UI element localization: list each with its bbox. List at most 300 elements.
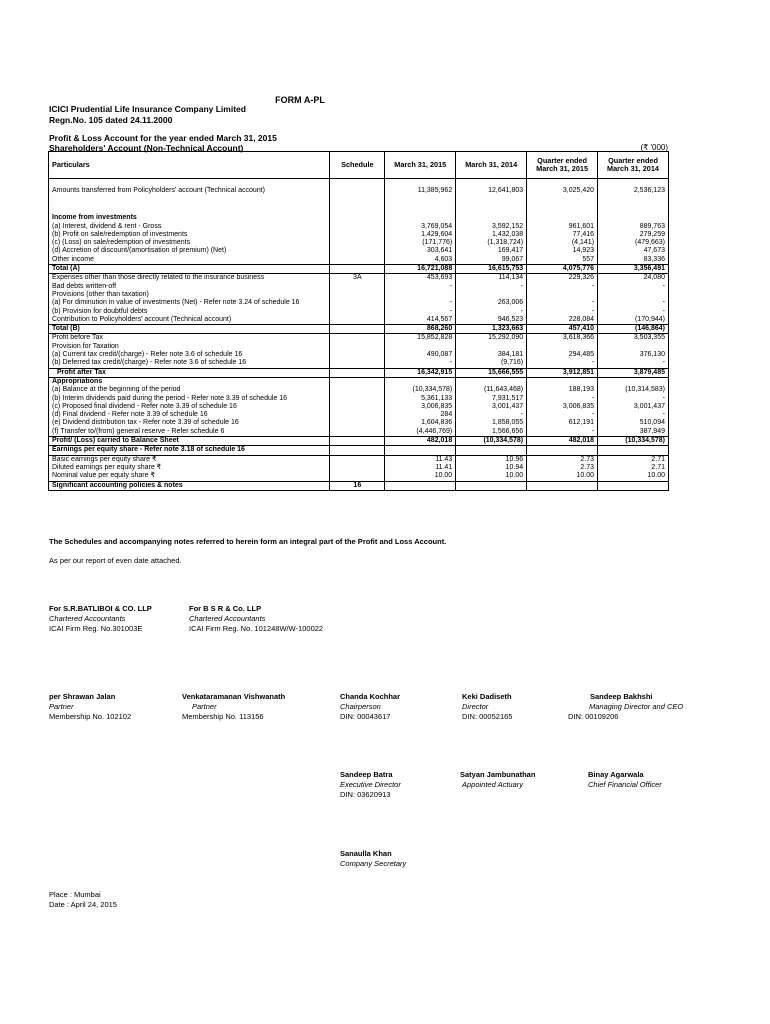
fy2015-cell	[385, 291, 456, 299]
schedule-cell	[330, 231, 385, 239]
particulars-cell: Other income	[49, 256, 330, 265]
column-header-schedule: Schedule	[330, 152, 385, 179]
q2015-cell	[527, 481, 598, 490]
statement-title: Profit & Loss Account for the year ended March 31, 2015	[49, 133, 277, 143]
schedule-cell	[330, 343, 385, 351]
fy2015-cell: 490,087	[385, 351, 456, 359]
signatory-id: DIN: 00052165	[462, 712, 513, 721]
fy2014-cell: 10.96	[456, 455, 527, 464]
q2015-cell	[527, 214, 598, 222]
fy2014-cell: 3,001,437	[456, 403, 527, 411]
signatory-title: Chairperson	[340, 702, 381, 711]
q2015-cell: 457,410	[527, 325, 598, 334]
schedule-cell	[330, 265, 385, 274]
particulars-cell: (a) Current tax credit/(charge) - Refer note 3.6 of schedule 16	[49, 351, 330, 359]
signatory-title: Company Secretary	[340, 859, 407, 868]
q2015-cell: 3,006,835	[527, 403, 598, 411]
fy2014-cell: 7,931,517	[456, 395, 527, 403]
statement-subtitle: Shareholders' Account (Non-Technical Account)	[49, 143, 244, 153]
q2015-cell	[527, 377, 598, 386]
q2014-cell	[598, 214, 669, 222]
particulars-cell: (f) Transfer to/(from) general reserve - Refer schedule 6	[49, 428, 330, 437]
fy2014-cell: 1,566,656	[456, 428, 527, 437]
q2014-cell: 2.71	[598, 455, 669, 464]
signatory-block	[340, 849, 406, 869]
auditor-role: Chartered Accountants	[49, 614, 126, 623]
spacer-cell	[527, 179, 598, 188]
table-row	[49, 403, 669, 411]
table-row	[49, 472, 669, 481]
table-row	[49, 308, 669, 316]
table-row	[49, 351, 669, 359]
spacer-cell	[330, 179, 385, 188]
schedule-cell	[330, 472, 385, 481]
fy2014-cell: -	[456, 411, 527, 419]
signatory-block	[340, 692, 400, 722]
table-row	[49, 223, 669, 231]
particulars-cell: Total (A)	[49, 265, 330, 274]
table-header-row	[49, 152, 669, 179]
table-row	[49, 334, 669, 343]
q2014-cell: 387,949	[598, 428, 669, 437]
particulars-cell: Profit after Tax	[49, 368, 330, 377]
schedule-cell	[330, 411, 385, 419]
schedule-cell	[330, 291, 385, 299]
spacer-cell	[456, 203, 527, 214]
fy2014-cell: 169,417	[456, 247, 527, 255]
q2015-cell: 228,084	[527, 316, 598, 325]
table-row	[49, 283, 669, 291]
q2014-cell: -	[598, 359, 669, 368]
schedule-cell	[330, 316, 385, 325]
fy2015-cell: -	[385, 359, 456, 368]
spacer-cell	[527, 203, 598, 214]
schedule-cell	[330, 395, 385, 403]
fy2014-cell: 15,292,090	[456, 334, 527, 343]
signatory-name: Sanaulla Khan	[340, 849, 392, 858]
fy2014-cell: 1,432,038	[456, 231, 527, 239]
schedule-cell	[330, 214, 385, 222]
q2015-cell: -	[527, 299, 598, 307]
q2014-cell	[598, 343, 669, 351]
signatory-name: Sandeep Batra	[340, 770, 393, 779]
table-row	[49, 446, 669, 455]
report-note: As per our report of even date attached.	[49, 556, 182, 565]
auditor-reg: ICAI Firm Reg. No.301003E	[49, 624, 143, 633]
fy2015-cell: 1,429,604	[385, 231, 456, 239]
q2014-cell: 3,356,491	[598, 265, 669, 274]
fy2014-cell	[456, 481, 527, 490]
signatory-id: Membership No. 102102	[49, 712, 132, 721]
fy2015-cell	[385, 481, 456, 490]
signatory-name: Venkataramanan Vishwanath	[182, 692, 286, 701]
signatory-name: Sandeep Bakhshi	[590, 692, 653, 701]
schedules-note: The Schedules and accompanying notes referred to herein form an integral part of the Profit and Loss Account.	[49, 537, 447, 546]
fy2015-cell: 868,260	[385, 325, 456, 334]
q2014-cell: 510,094	[598, 419, 669, 427]
q2015-cell	[527, 343, 598, 351]
table-row	[49, 231, 669, 239]
particulars-cell: Basic earnings per equity share ₹	[49, 455, 330, 464]
q2015-cell: (4,141)	[527, 239, 598, 247]
particulars-cell: (e) Dividend distribution tax - Refer note 3.39 of schedule 16	[49, 419, 330, 427]
signatory-title: Partner	[49, 702, 74, 711]
spacer-cell	[456, 195, 527, 203]
spacer-cell	[330, 195, 385, 203]
spacer-cell	[49, 203, 330, 214]
q2014-cell: (479,663)	[598, 239, 669, 247]
fy2015-cell: 10.00	[385, 472, 456, 481]
particulars-cell: Nominal value per equity share ₹	[49, 472, 330, 481]
schedule-cell	[330, 223, 385, 231]
fy2015-cell: -	[385, 283, 456, 291]
q2015-cell: 294,485	[527, 351, 598, 359]
particulars-cell: (b) Deferred tax credit/(charge) - Refer note 3.6 of schedule 16	[49, 359, 330, 368]
q2014-cell: 3,001,437	[598, 403, 669, 411]
table-row	[49, 386, 669, 394]
q2014-cell	[598, 481, 669, 490]
signatory-title: Partner	[192, 702, 217, 711]
particulars-cell: Total (B)	[49, 325, 330, 334]
q2014-cell: 83,336	[598, 256, 669, 265]
schedule-cell	[330, 446, 385, 455]
table-row	[49, 368, 669, 377]
q2014-cell: 3,879,485	[598, 368, 669, 377]
q2014-cell: 3,503,355	[598, 334, 669, 343]
schedule-cell	[330, 377, 385, 386]
spacer-row	[49, 203, 669, 214]
table-row	[49, 455, 669, 464]
fy2014-cell: 114,134	[456, 274, 527, 283]
particulars-cell: Expenses other than those directly related to the insurance business	[49, 274, 330, 283]
fy2014-cell: 1,858,055	[456, 419, 527, 427]
fy2015-cell: 3,769,054	[385, 223, 456, 231]
spacer-cell	[330, 203, 385, 214]
fy2014-cell: 15,666,555	[456, 368, 527, 377]
schedule-cell	[330, 299, 385, 307]
fy2014-cell: 263,006	[456, 299, 527, 307]
spacer-row	[49, 179, 669, 188]
particulars-cell: Profit before Tax	[49, 334, 330, 343]
fy2015-cell: 11,385,962	[385, 187, 456, 195]
auditor-reg: ICAI Firm Reg. No. 101248W/W-100022	[189, 624, 324, 633]
fy2015-cell	[385, 377, 456, 386]
schedule-cell	[330, 187, 385, 195]
q2014-cell: 2.71	[598, 464, 669, 472]
q2015-cell	[527, 446, 598, 455]
q2014-cell	[598, 446, 669, 455]
schedule-cell: 3A	[330, 274, 385, 283]
q2015-cell: 14,923	[527, 247, 598, 255]
fy2014-cell: 99,067	[456, 256, 527, 265]
company-name: ICICI Prudential Life Insurance Company Limited	[49, 104, 246, 114]
schedule-cell	[330, 239, 385, 247]
q2015-cell	[527, 291, 598, 299]
q2014-cell: 47,673	[598, 247, 669, 255]
fy2015-cell	[385, 214, 456, 222]
q2015-cell: 10.00	[527, 472, 598, 481]
signatory-name: per Shrawan Jalan	[49, 692, 116, 701]
signatory-block	[182, 692, 285, 722]
registration-number: Regn.No. 105 dated 24.11.2000	[49, 115, 173, 125]
auditor-block-2	[189, 604, 323, 634]
fy2014-cell: 3,592,152	[456, 223, 527, 231]
table-row	[49, 428, 669, 437]
fy2015-cell: 16,721,088	[385, 265, 456, 274]
table-row	[49, 325, 669, 334]
q2015-cell: -	[527, 395, 598, 403]
particulars-cell: Diluted earnings per equity share ₹	[49, 464, 330, 472]
fy2014-cell: (10,334,578)	[456, 437, 527, 446]
particulars-cell: Significant accounting policies & notes	[49, 481, 330, 490]
table-row	[49, 437, 669, 446]
schedule-cell	[330, 437, 385, 446]
schedule-cell	[330, 256, 385, 265]
particulars-cell: (c) Proposed final dividend - Refer note 3.39 of schedule 16	[49, 403, 330, 411]
spacer-cell	[385, 195, 456, 203]
fy2015-cell	[385, 446, 456, 455]
table-row	[49, 464, 669, 472]
spacer-cell	[49, 195, 330, 203]
table-row	[49, 419, 669, 427]
signatory-block	[462, 692, 512, 722]
q2014-cell	[598, 377, 669, 386]
spacer-cell	[49, 179, 330, 188]
fy2015-cell: 15,852,828	[385, 334, 456, 343]
form-title: FORM A-PL	[275, 95, 325, 105]
q2015-cell: -	[527, 359, 598, 368]
q2015-cell: 4,075,776	[527, 265, 598, 274]
spacer-cell	[598, 179, 669, 188]
q2015-cell: 482,018	[527, 437, 598, 446]
fy2014-cell: 16,615,753	[456, 265, 527, 274]
spacer-cell	[598, 203, 669, 214]
schedule-cell	[330, 403, 385, 411]
particulars-cell: (d) Final dividend - Refer note 3.39 of schedule 16	[49, 411, 330, 419]
fy2014-cell	[456, 377, 527, 386]
fy2014-cell	[456, 446, 527, 455]
q2014-cell: 2,536,123	[598, 187, 669, 195]
table-row	[49, 299, 669, 307]
fy2014-cell: -	[456, 308, 527, 316]
table-row	[49, 187, 669, 195]
q2015-cell: 3,912,851	[527, 368, 598, 377]
q2014-cell: (10,334,578)	[598, 437, 669, 446]
schedule-cell	[330, 308, 385, 316]
units-label: (₹ '000)	[640, 143, 668, 152]
fy2015-cell: (10,334,578)	[385, 386, 456, 394]
fy2015-cell: 482,018	[385, 437, 456, 446]
schedule-cell	[330, 464, 385, 472]
fy2015-cell	[385, 343, 456, 351]
fy2015-cell: -	[385, 299, 456, 307]
fy2015-cell: 5,361,133	[385, 395, 456, 403]
schedule-cell	[330, 334, 385, 343]
q2015-cell: 188,193	[527, 386, 598, 394]
fy2014-cell	[456, 214, 527, 222]
signatory-block	[568, 692, 683, 722]
fy2014-cell: 10.00	[456, 472, 527, 481]
fy2014-cell: (1,318,724)	[456, 239, 527, 247]
particulars-cell: Income from investments	[49, 214, 330, 222]
q2015-cell: 961,601	[527, 223, 598, 231]
signatory-id: DIN: 00109206	[568, 712, 619, 721]
signatory-name: Binay Agarwala	[588, 770, 644, 779]
column-header-fy2014: March 31, 2014	[456, 152, 527, 179]
fy2015-cell: 303,641	[385, 247, 456, 255]
particulars-cell: (b) Profit on sale/redemption of investments	[49, 231, 330, 239]
q2014-cell: 10.00	[598, 472, 669, 481]
q2015-cell: 2.73	[527, 455, 598, 464]
table-row	[49, 291, 669, 299]
fy2014-cell: -	[456, 283, 527, 291]
q2014-cell: -	[598, 299, 669, 307]
q2015-cell: 612,191	[527, 419, 598, 427]
signatory-name: Satyan Jambunathan	[460, 770, 536, 779]
q2014-cell: -	[598, 308, 669, 316]
q2014-cell: 24,080	[598, 274, 669, 283]
signatory-block	[588, 770, 662, 790]
auditor-firm: For S.R.BATLIBOI & CO. LLP	[49, 604, 152, 613]
signatory-title: Appointed Actuary	[462, 780, 524, 789]
q2014-cell: (170,944)	[598, 316, 669, 325]
fy2014-cell	[456, 291, 527, 299]
table-row	[49, 265, 669, 274]
particulars-cell: Contribution to Policyholders' account (Technical account)	[49, 316, 330, 325]
spacer-cell	[385, 203, 456, 214]
particulars-cell: (a) Interest, dividend & rent - Gross	[49, 223, 330, 231]
particulars-cell: Amounts transferred from Policyholders' account (Technical account)	[49, 187, 330, 195]
fy2015-cell: 414,567	[385, 316, 456, 325]
schedule-cell	[330, 428, 385, 437]
table-row	[49, 359, 669, 368]
fy2015-cell: 3,006,835	[385, 403, 456, 411]
place-date	[49, 890, 117, 910]
particulars-cell: (b) Interim dividends paid during the period - Refer note 3.39 of schedule 16	[49, 395, 330, 403]
signatory-name: Chanda Kochhar	[340, 692, 401, 701]
fy2015-cell: (4,446,769)	[385, 428, 456, 437]
signatory-title: Chief Financial Officer	[588, 780, 662, 789]
particulars-cell: (b) Provision for doubtful debts	[49, 308, 330, 316]
auditor-firm: For B S R & Co. LLP	[189, 604, 262, 613]
q2015-cell: 3,618,366	[527, 334, 598, 343]
schedule-cell	[330, 283, 385, 291]
table-row	[49, 274, 669, 283]
spacer-row	[49, 195, 669, 203]
fy2015-cell: 11.43	[385, 455, 456, 464]
table-row	[49, 411, 669, 419]
table-row	[49, 343, 669, 351]
place: Place : Mumbai	[49, 890, 101, 899]
fy2015-cell: 284	[385, 411, 456, 419]
q2014-cell: -	[598, 395, 669, 403]
particulars-cell: Profit/ (Loss) carried to Balance Sheet	[49, 437, 330, 446]
table-row	[49, 256, 669, 265]
auditor-role: Chartered Accountants	[189, 614, 266, 623]
profit-loss-table	[48, 151, 669, 491]
particulars-cell: Appropriations	[49, 377, 330, 386]
signatory-title: Managing Director and CEO	[589, 702, 684, 711]
auditor-block-1	[49, 604, 152, 634]
spacer-cell	[456, 179, 527, 188]
q2015-cell: 2.73	[527, 464, 598, 472]
schedule-cell	[330, 419, 385, 427]
fy2015-cell: 1,604,836	[385, 419, 456, 427]
q2015-cell: 557	[527, 256, 598, 265]
q2015-cell: 229,326	[527, 274, 598, 283]
q2014-cell: -	[598, 411, 669, 419]
table-row	[49, 377, 669, 386]
schedule-cell	[330, 351, 385, 359]
signatory-name: Keki Dadiseth	[462, 692, 512, 701]
fy2015-cell: 453,693	[385, 274, 456, 283]
column-header-fy2015: March 31, 2015	[385, 152, 456, 179]
fy2014-cell: 10.94	[456, 464, 527, 472]
fy2015-cell: -	[385, 308, 456, 316]
q2014-cell: (146,864)	[598, 325, 669, 334]
schedule-cell: 16	[330, 481, 385, 490]
particulars-cell: Provisions (other than taxation)	[49, 291, 330, 299]
table-row	[49, 239, 669, 247]
signatory-id: Membership No. 113156	[182, 712, 264, 721]
schedule-cell	[330, 368, 385, 377]
fy2015-cell: 4,603	[385, 256, 456, 265]
column-header-particulars: Particulars	[49, 152, 330, 179]
date: Date : April 24, 2015	[49, 900, 117, 909]
particulars-cell: (a) For diminution in value of investments (Net) - Refer note 3.24 of schedule 16	[49, 299, 330, 307]
q2015-cell: -	[527, 411, 598, 419]
fy2014-cell	[456, 343, 527, 351]
schedule-cell	[330, 247, 385, 255]
fy2014-cell: (9,716)	[456, 359, 527, 368]
fy2014-cell: 384,181	[456, 351, 527, 359]
column-header-q2014: Quarter ended March 31, 2014	[598, 152, 669, 179]
schedule-cell	[330, 386, 385, 394]
q2015-cell: 3,025,420	[527, 187, 598, 195]
fy2014-cell: (11,643,468)	[456, 386, 527, 394]
signatory-title: Executive Director	[340, 780, 401, 789]
fy2014-cell: 12,641,803	[456, 187, 527, 195]
spacer-cell	[527, 195, 598, 203]
particulars-cell: (c) (Loss) on sale/redemption of investments	[49, 239, 330, 247]
q2015-cell: 77,416	[527, 231, 598, 239]
signatory-block	[49, 692, 131, 722]
schedule-cell	[330, 325, 385, 334]
table-row	[49, 247, 669, 255]
particulars-cell: Bad debts written-off	[49, 283, 330, 291]
table-row	[49, 316, 669, 325]
q2014-cell	[598, 291, 669, 299]
q2015-cell: -	[527, 428, 598, 437]
q2014-cell: (10,314,583)	[598, 386, 669, 394]
q2014-cell: 376,130	[598, 351, 669, 359]
signatory-id: DIN: 03620913	[340, 790, 391, 799]
column-header-q2015: Quarter ended March 31, 2015	[527, 152, 598, 179]
table-row	[49, 481, 669, 490]
q2014-cell: 889,763	[598, 223, 669, 231]
particulars-cell: (a) Balance at the beginning of the period	[49, 386, 330, 394]
spacer-cell	[598, 195, 669, 203]
particulars-cell: Earnings per equity share - Refer note 3.18 of schedule 16	[49, 446, 330, 455]
table-row	[49, 214, 669, 222]
q2014-cell: 279,259	[598, 231, 669, 239]
spacer-cell	[385, 179, 456, 188]
fy2014-cell: 946,523	[456, 316, 527, 325]
q2014-cell: -	[598, 283, 669, 291]
signatory-title: Director	[462, 702, 489, 711]
schedule-cell	[330, 359, 385, 368]
q2015-cell: -	[527, 308, 598, 316]
